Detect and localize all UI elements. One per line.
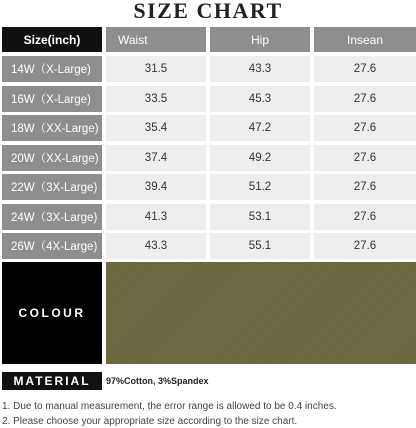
page-title: SIZE CHART [133, 0, 283, 23]
insean-cell: 27.6 [314, 86, 416, 112]
waist-cell: 33.5 [106, 86, 206, 112]
size-cell: 20W（XX-Large) [2, 145, 102, 171]
size-cell: 16W（X-Large) [2, 86, 102, 112]
size-cell: 24W（3X-Large) [2, 204, 102, 230]
header-hip: Hip [210, 27, 310, 52]
material-label: MATERIAL [2, 372, 102, 390]
colour-label: COLOUR [2, 262, 102, 364]
hip-cell: 47.2 [210, 115, 310, 141]
header-insean: Insean [314, 27, 416, 52]
hip-cell: 53.1 [210, 204, 310, 230]
waist-cell: 37.4 [106, 145, 206, 171]
note-1: 1. Due to manual measurement, the error range is allowed to be 0.4 inches. [2, 401, 337, 412]
insean-cell: 27.6 [314, 233, 416, 259]
hip-cell: 49.2 [210, 145, 310, 171]
waist-cell: 39.4 [106, 174, 206, 200]
colour-swatch [106, 262, 416, 364]
insean-cell: 27.6 [314, 56, 416, 82]
header-waist: Waist [106, 27, 206, 52]
size-cell: 26W（4X-Large) [2, 233, 102, 259]
header-size: Size(inch) [2, 27, 102, 52]
insean-cell: 27.6 [314, 174, 416, 200]
size-cell: 22W（3X-Large) [2, 174, 102, 200]
hip-cell: 43.3 [210, 56, 310, 82]
hip-cell: 55.1 [210, 233, 310, 259]
material-value: 97%Cotton, 3%Spandex [106, 376, 209, 386]
insean-cell: 27.6 [314, 204, 416, 230]
hip-cell: 51.2 [210, 174, 310, 200]
waist-cell: 43.3 [106, 233, 206, 259]
size-cell: 14W（X-Large) [2, 56, 102, 82]
insean-cell: 27.6 [314, 115, 416, 141]
insean-cell: 27.6 [314, 145, 416, 171]
waist-cell: 35.4 [106, 115, 206, 141]
waist-cell: 41.3 [106, 204, 206, 230]
note-2: 2. Please choose your appropriate size according to the size chart. [2, 416, 298, 427]
waist-cell: 31.5 [106, 56, 206, 82]
size-cell: 18W（XX-Large) [2, 115, 102, 141]
hip-cell: 45.3 [210, 86, 310, 112]
